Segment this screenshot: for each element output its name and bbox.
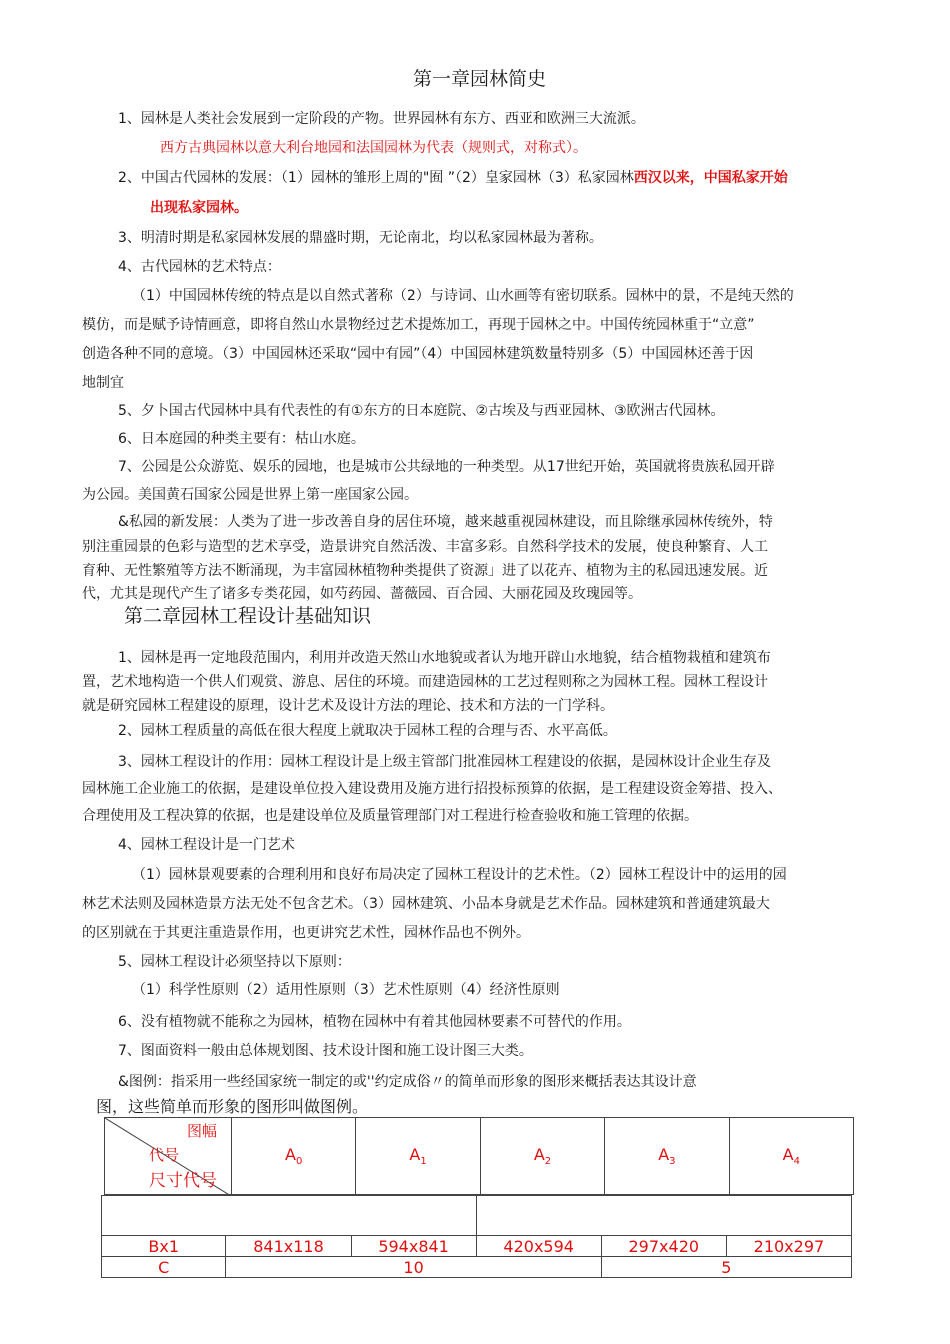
ch2-line-11: 的区别就在于其更注重造景作用，也更讲究艺术性，园林作品也不例外。 [82, 925, 530, 941]
header-a2: $A_2$ [480, 1118, 604, 1195]
ch1-line-11: 5、夕卜国古代园林中具有代表性的有①东方的日本庭院、②古埃及与西亚园林、③欧洲古代园林。 [118, 403, 725, 419]
ch1-line-13: 7、公园是公众游览、娱乐的园地，也是城市公共绿地的一种类型。从17世纪开始，英国就将贵族私园开辟 [118, 459, 775, 475]
table-cell [476, 1196, 851, 1236]
ch2-line-16: &图例：指采用一些经国家统一制定的或''约定成俗〃的简单而形象的图形来概括表达其设计意 [118, 1074, 697, 1090]
table-row-empty [102, 1196, 852, 1236]
ch2-line-3: 就是研究园林工程建设的原理，设计艺术及设计方法的理论、技术和方法的一门学科。 [82, 698, 614, 714]
ch1-line-7: （1）中国园林传统的特点是以自然式著称（2）与诗词、山水画等有密切联系。园林中的景，不是纯天然的 [132, 288, 794, 304]
ch2-line-13: （1）科学性原则（2）适用性原则（3）艺术性原则（4）经济性原则 [132, 982, 560, 998]
table-cell: C [102, 1257, 226, 1278]
ch1-line-3 [118, 167, 788, 187]
table-cell: 297x420 [601, 1236, 726, 1257]
ch2-line-17: 图，这些简单而形象的图形叫做图例。 [96, 1097, 369, 1116]
chapter1-title: 第一章园林简史 [413, 68, 547, 90]
chapter2-title: 第二章园林工程设计基础知识 [124, 605, 372, 627]
ch2-line-15: 7、图面资料一般由总体规划图、技术设计图和施工设计图三大类。 [118, 1043, 533, 1059]
ch2-line-4: 2、园林工程质量的高低在很大程度上就取决于园林工程的合理与否、水平高低。 [118, 723, 617, 739]
ch1-line-5: 3、明清时期是私家园林发展的鼎盛时期，无论南北，均以私家园林最为著称。 [118, 230, 603, 246]
ch1-line-16: 别注重园景的色彩与造型的艺术享受，造景讲究自然活泼、丰富多彩。自然科学技术的发展，使良种繁育、人工 [82, 539, 768, 555]
table-cell: 210x297 [726, 1236, 851, 1257]
paper-size-data-table [101, 1195, 852, 1278]
ch2-line-6: 园林施工企业施工的依据，是建设单位投入建设费用及施方进行招投标预算的依据，是工程建设资金筹措、投入、 [82, 781, 782, 797]
header-a1: $A_1$ [356, 1118, 480, 1195]
paper-size-header-table [104, 1117, 854, 1195]
ch1-line-14: 为公园。美国黄石国家公园是世界上第一座国家公园。 [82, 487, 418, 503]
ch1-line-4: 出现私家园林。 [150, 200, 248, 216]
table-cell: 594x841 [351, 1236, 476, 1257]
table-cell: 10 [226, 1257, 601, 1278]
ch2-line-12: 5、园林工程设计必须坚持以下原则： [118, 954, 351, 970]
ch2-line-14: 6、没有植物就不能称之为园林，植物在园林中有着其他园林要素不可替代的作用。 [118, 1014, 631, 1030]
ch1-line-10: 地制宜 [82, 375, 124, 391]
ch2-line-5: 3、园林工程设计的作用：园林工程设计是上级主管部门批准园林工程建设的依据，是园林设计企业生存及 [118, 754, 771, 770]
table-cell [102, 1196, 477, 1236]
ch1-line-15: &私园的新发展：人类为了进一步改善自身的居住环境，越来越重视园林建设，而且除继承园林传统外，特 [118, 514, 773, 530]
ch2-line-1: 1、园林是再一定地段范围内，利用并改造天然山水地貌或者认为地开辟山水地貌，结合植物栽植和建筑布 [118, 650, 771, 666]
ch2-line-8: 4、园林工程设计是一门艺术 [118, 837, 295, 853]
ch2-line-7: 合理使用及工程决算的依据，也是建设单位及质量管理部门对工程进行检查验收和施工管理的依据。 [82, 808, 698, 824]
ch1-line-17: 育种、无性繁殖等方法不断涌现，为丰富园林植物种类提供了资源」进了以花卉、植物为主的私园迅速发展。近 [82, 563, 768, 579]
corner-top-label: 图幅 [187, 1122, 218, 1140]
table-row-c [102, 1257, 852, 1278]
corner-cell [105, 1118, 232, 1195]
table-cell: 841x118 [226, 1236, 351, 1257]
ch1-line-3b: 西汉以来，中国私家开始 [633, 170, 788, 186]
corner-mid-label: 代号 [149, 1146, 180, 1164]
ch1-line-1: 1、园林是人类社会发展到一定阶段的产物。世界园林有东方、西亚和欧洲三大流派。 [118, 111, 645, 127]
ch1-line-6: 4、古代园林的艺术特点： [118, 259, 281, 275]
ch1-line-9: 创造各种不同的意境。（3）中国园林还采取“园中有园”（4）中国园林建筑数量特别多（5）中国园林还善于因 [82, 346, 754, 362]
corner-bottom-label: 尺寸代号 [149, 1171, 217, 1191]
ch2-line-2: 置，艺术地构造一个供人们观赏、游息、居住的环境。而建造园林的工艺过程则称之为园林工程。园林工程设计 [82, 674, 768, 690]
table-row-bx1 [102, 1236, 852, 1257]
ch1-line-8: 模仿，而是赋予诗情画意，即将自然山水景物经过艺术提炼加工，再现于园林之中。中国传统园林重于“立意” [82, 317, 755, 333]
ch1-line-12: 6、日本庭园的种类主要有：枯山水庭。 [118, 431, 365, 447]
ch1-line-3a: 2、中国古代园林的发展：（1）园林的雏形上周的"囿 ”（2）皇家园林（3）私家园林 [118, 170, 634, 186]
table-cell: 5 [601, 1257, 851, 1278]
table-cell: 420x594 [476, 1236, 601, 1257]
ch1-line-18: 代，尤其是现代产生了诸多专类花园，如芍药园、蔷薇园、百合园、大丽花园及玫瑰园等。 [82, 586, 642, 602]
table-cell: Bx1 [102, 1236, 226, 1257]
ch1-line-2: 西方古典园林以意大利台地园和法国园林为代表（规则式，对称式）。 [160, 140, 587, 156]
ch2-line-9: （1）园林景观要素的合理利用和良好布局决定了园林工程设计的艺术性。（2）园林工程设计中的运用的园 [132, 867, 787, 883]
header-a4: $A_4$ [729, 1118, 853, 1195]
header-a0: $A_0$ [232, 1118, 356, 1195]
header-a3: $A_3$ [605, 1118, 729, 1195]
ch2-line-10: 林艺术法则及园林造景方法无处不包含艺术。（3）园林建筑、小品本身就是艺术作品。园林建筑和普通建筑最大 [82, 896, 770, 912]
